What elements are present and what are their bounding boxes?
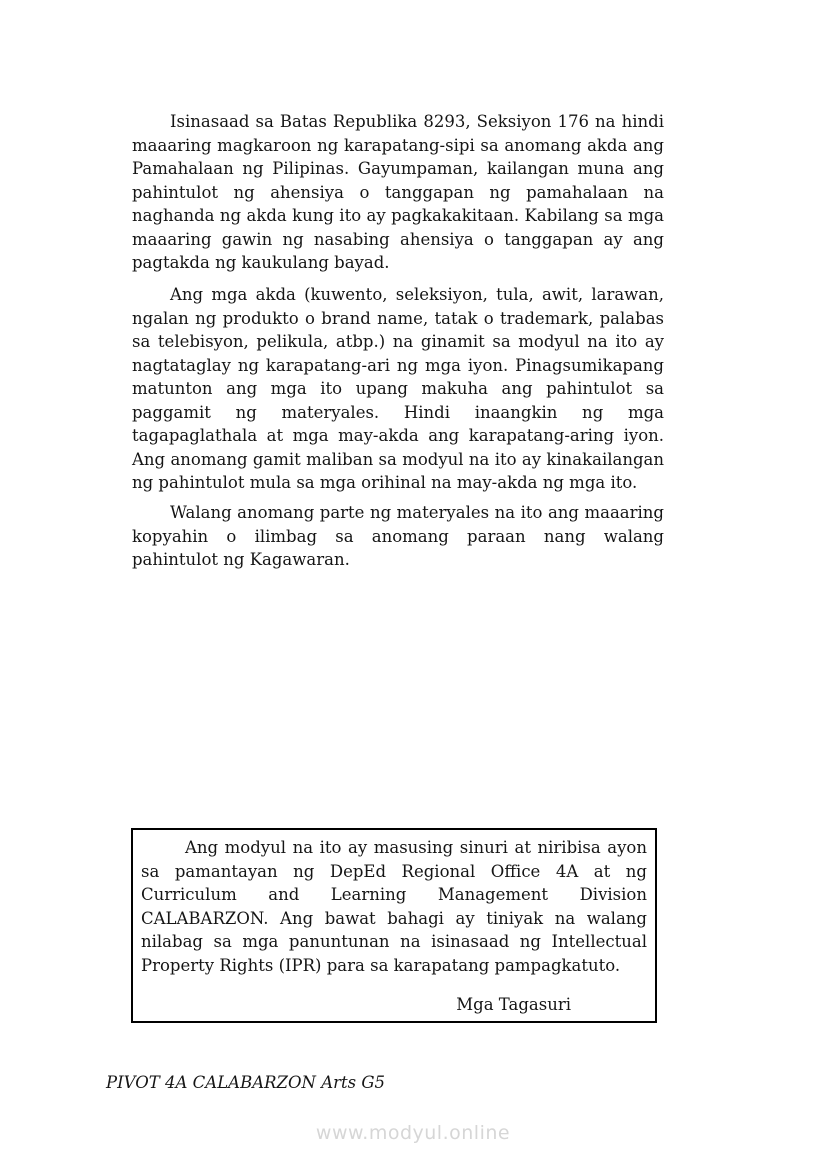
copyright-paragraph-3: Walang anomang parte ng materyales na ito ang maaaring kopyahin o ilimbag sa anomang paraan nang walang pahintulot ng Kagawaran. xyxy=(132,503,664,569)
review-notice-text: Ang modyul na ito ay masusing sinuri at niribisa ayon sa pamantayan ng DepEd Regional Office 4A at ng Curriculum and Learning Management Division CALABARZON. Ang bawat bahagi ay tiniyak na walang nilabag sa mga panuntunan na isinasaad ng Intellectual Property Rights (IPR) para sa karapatang pampagkatuto. xyxy=(141,838,647,975)
site-watermark: www.modyul.online xyxy=(315,1122,511,1144)
copyright-paragraph-1: Isinasaad sa Batas Republika 8293, Seksiyon 176 na hindi maaaring magkaroon ng karapatang-sipi sa anomang akda ang Pamahalaan ng Pilipinas. Gayumpaman, kailangan muna ang pahintulot ng ahensiya o tanggapan ng pamahalaan na naghanda ng akda kung ito ay pagkakakitaan. Kabilang sa mga maaaring gawin ng nasabing ahensiya o tanggapan ay ang pagtakda ng kaukulang bayad. xyxy=(132,112,664,272)
page-footer: PIVOT 4A CALABARZON Arts G5 xyxy=(106,1073,386,1092)
review-notice-box xyxy=(131,828,657,1023)
review-signature: Mga Tagasuri xyxy=(456,995,571,1014)
copyright-paragraph-2: Ang mga akda (kuwento, seleksiyon, tula, awit, larawan, ngalan ng produkto o brand name, tatak o trademark, palabas sa telebisyon, pelikula, atbp.) na ginamit sa modyul na ito ay nagtataglay ng karapatang-ari ng mga iyon. Pinagsumikapang matunton ang mga ito upang makuha ang pahintulot sa paggamit ng materyales. Hindi inaangkin ng mga tagapaglathala at mga may-akda ang karapatang-aring iyon. Ang anomang gamit maliban sa modyul na ito ay kinakailangan ng pahintulot mula sa mga orihinal na may-akda ng mga ito. xyxy=(132,285,664,492)
